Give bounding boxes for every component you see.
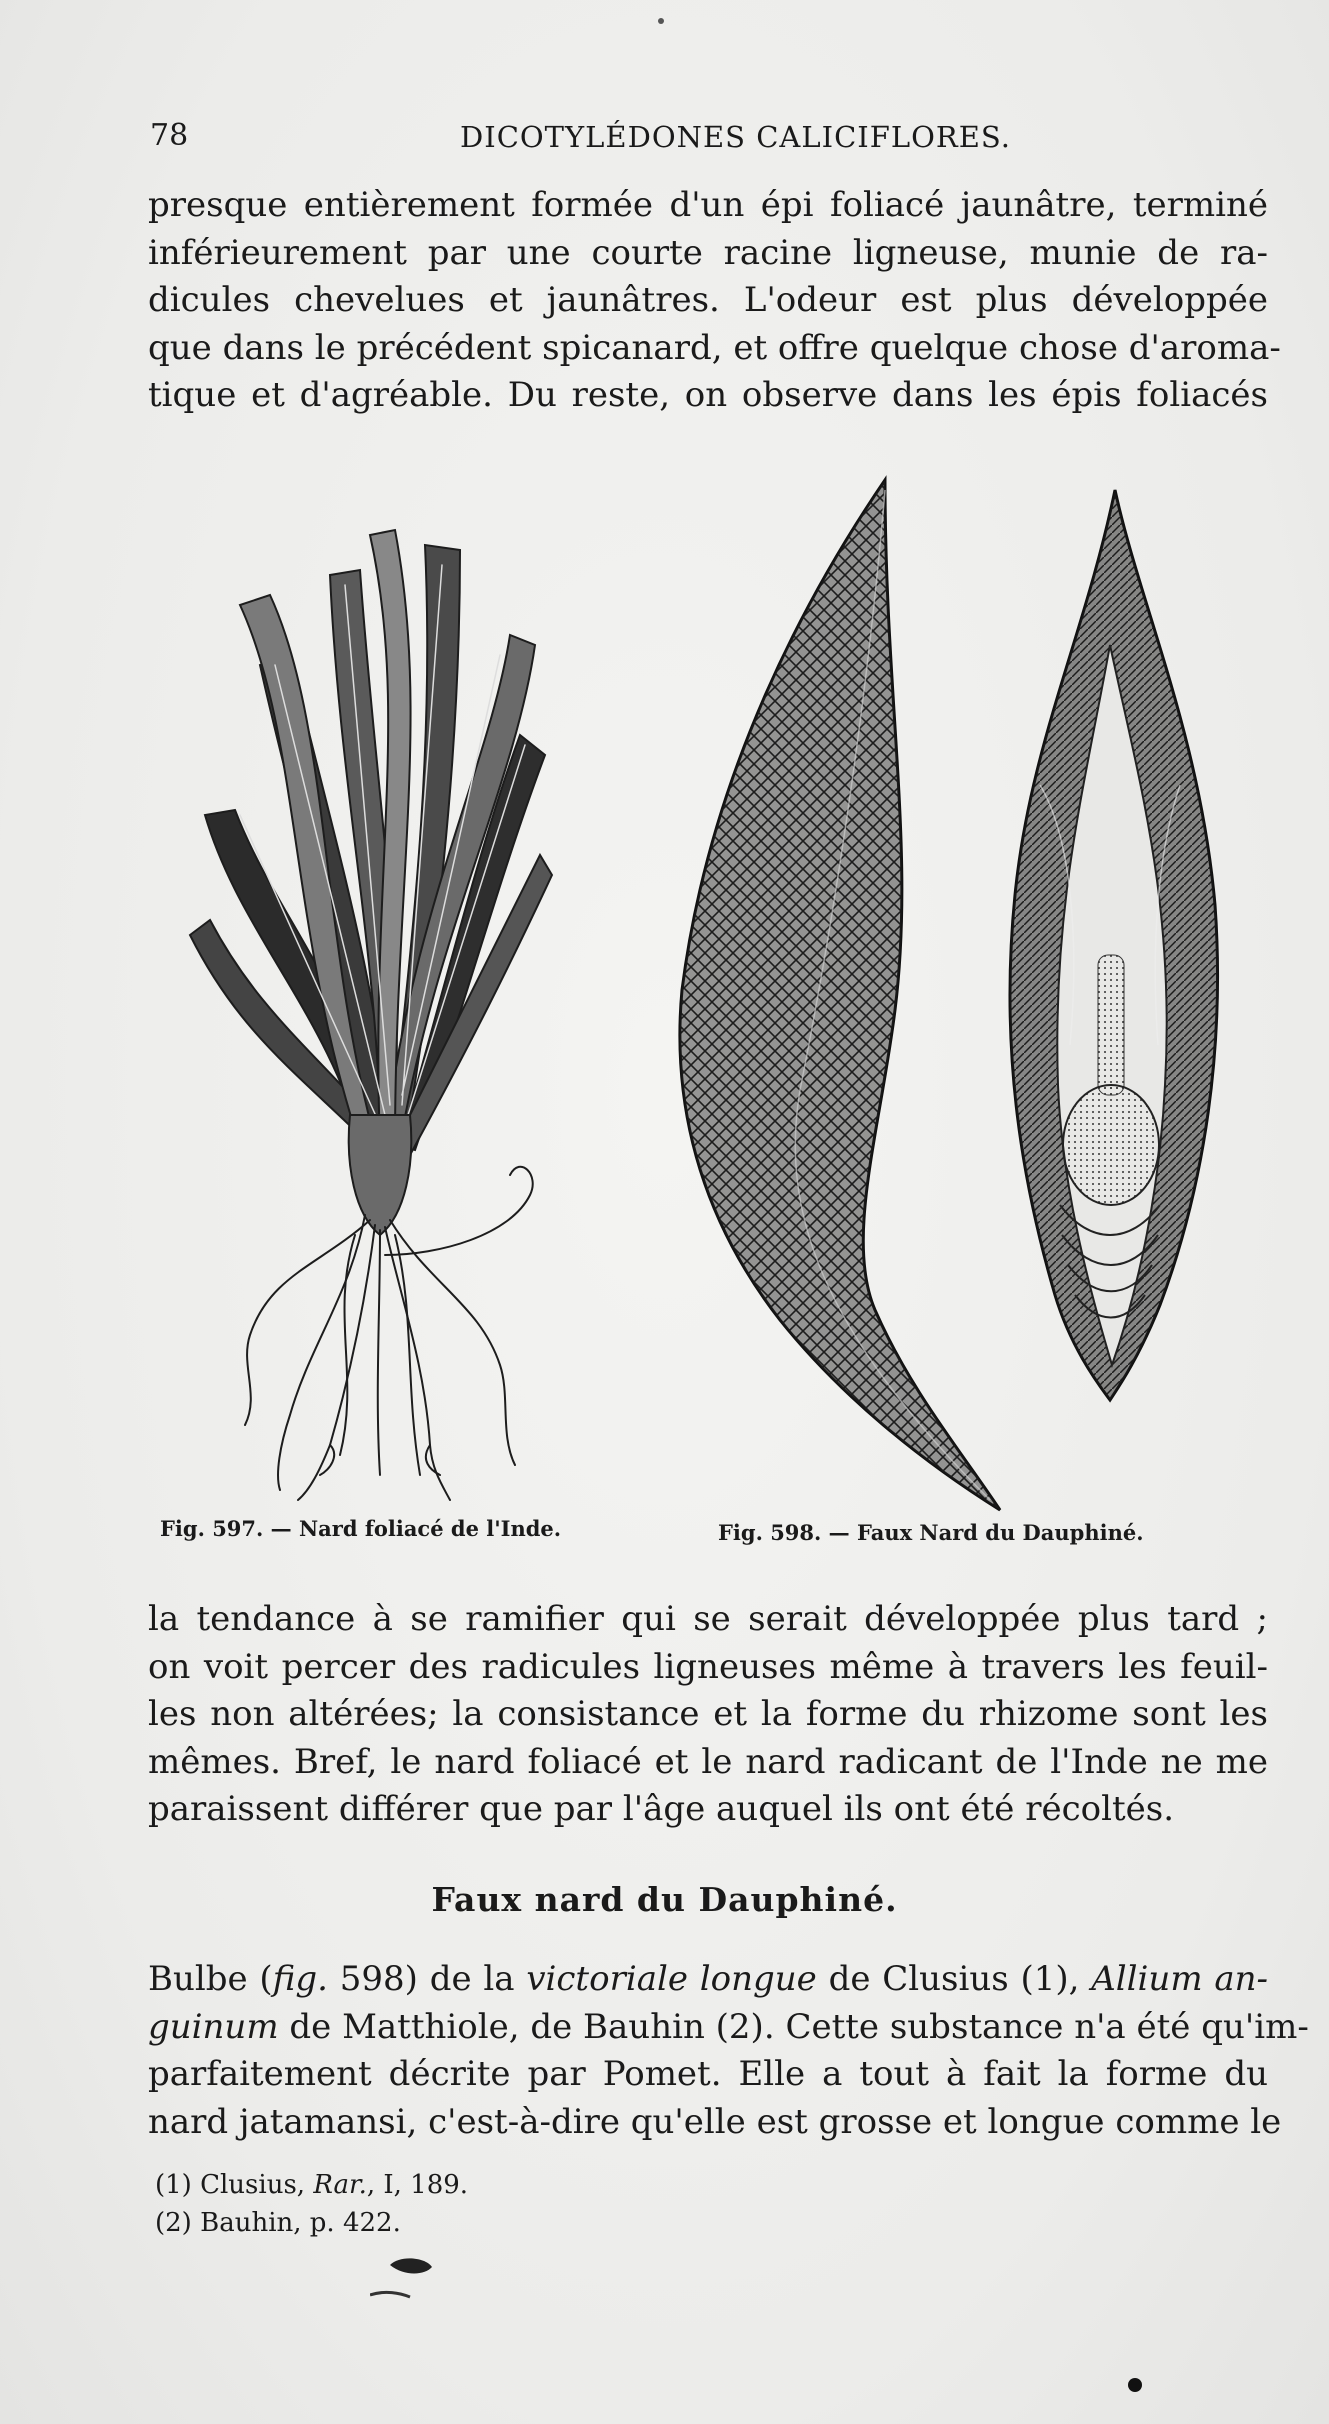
text-line: tique et d'agréable. Du reste, on observe dans les épis foliacés	[148, 375, 1268, 415]
paragraph-3	[148, 1956, 1309, 2146]
figure-597-caption: Fig. 597. — Nard foliacé de l'Inde.	[160, 1516, 562, 1541]
text-line	[148, 2004, 1309, 2052]
text-line: dicules chevelues et jaunâtres. L'odeur est plus développée	[148, 280, 1268, 320]
italic-run: Allium an-	[1091, 1959, 1269, 1999]
text-line: mêmes. Bref, le nard foliacé et le nard radicant de l'Inde ne me	[148, 1741, 1268, 1782]
figure-598-illustration-section	[1000, 485, 1230, 1405]
figure-598-illustration-bulb	[670, 470, 1010, 1520]
section-heading: Faux nard du Dauphiné.	[431, 1880, 898, 1919]
ink-dot	[655, 15, 667, 27]
figure-598-caption: Fig. 598. — Faux Nard du Dauphiné.	[718, 1520, 1144, 1545]
ink-blot	[370, 2245, 460, 2305]
text-run: de Clusius (1),	[816, 1959, 1092, 1999]
text-line: que dans le précédent spicanard, et offre quelque chose d'aroma-	[148, 327, 1281, 368]
footnotes	[155, 2166, 468, 2242]
footnote-2: (2) Bauhin, p. 422.	[155, 2208, 401, 2238]
text-line: on voit percer des radicules ligneuses même à travers les feuil-	[148, 1646, 1268, 1687]
text-line: paraissent différer que par l'âge auquel ils ont été récoltés.	[148, 1789, 1175, 1829]
text-line: les non altérées; la consistance et la forme du rhizome sont les	[148, 1694, 1268, 1734]
italic-run: fig.	[272, 1959, 328, 1999]
paragraph-2	[148, 1596, 1268, 1834]
footnote-1	[155, 2166, 468, 2204]
paragraph-1	[148, 182, 1281, 420]
ink-dot	[1125, 2375, 1145, 2395]
text-run: (1) Clusius,	[155, 2170, 314, 2200]
page-header	[150, 118, 1270, 158]
text-run: Bulbe (	[148, 1959, 273, 1999]
text-line: presque entièrement formée d'un épi foliacé jaunâtre, terminé	[148, 185, 1268, 225]
text-run: , I, 189.	[366, 2170, 469, 2200]
text-run: de Matthiole, de Bauhin (2). Cette substance n'a été qu'im-	[278, 2006, 1309, 2047]
italic-run: guinum	[148, 2006, 279, 2047]
text-line: parfaitement décrite par Pomet. Elle a tout à fait la forme du	[148, 2054, 1268, 2094]
text-run: 598) de la	[327, 1959, 527, 1999]
italic-run: victoriale longue	[526, 1959, 817, 1999]
running-head: DICOTYLÉDONES CALICIFLORES.	[460, 120, 1011, 154]
page-number: 78	[150, 118, 189, 153]
text-line: inférieurement par une courte racine ligneuse, munie de ra-	[148, 232, 1268, 273]
figure-597-illustration	[180, 515, 560, 1505]
text-line	[148, 1956, 1268, 2004]
text-line: la tendance à se ramifier qui se serait développée plus tard ;	[148, 1599, 1268, 1639]
text-line: nard jatamansi, c'est-à-dire qu'elle est grosse et longue comme le	[148, 2101, 1282, 2142]
italic-run: Rar.	[313, 2170, 367, 2200]
